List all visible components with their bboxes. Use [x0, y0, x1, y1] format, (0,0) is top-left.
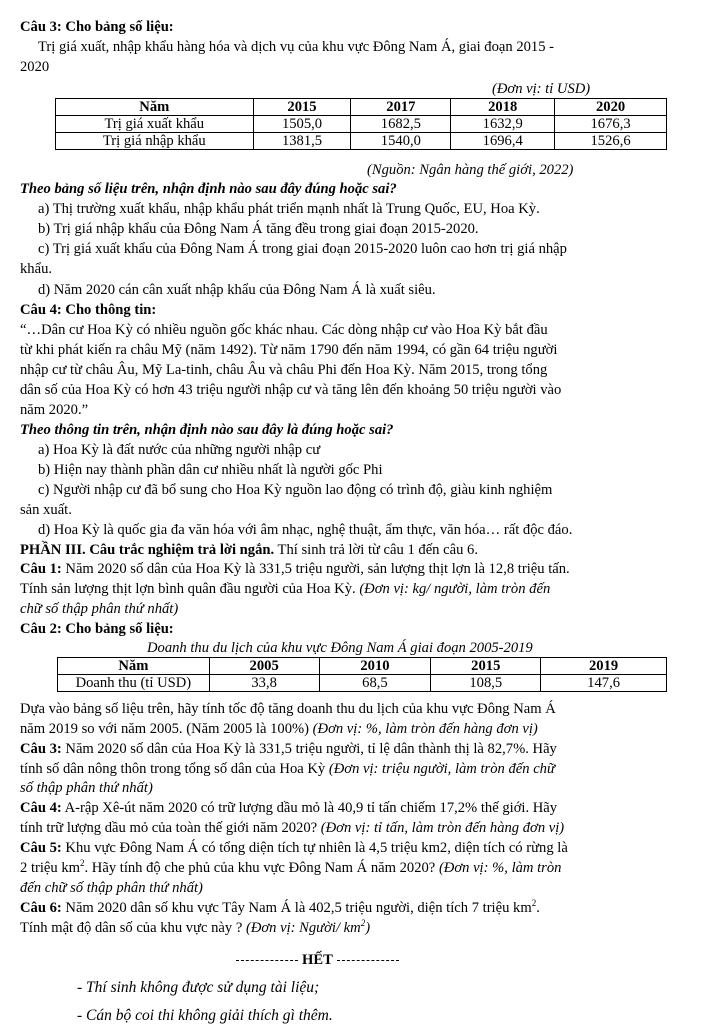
s3-line3: số thập phân thứ nhất) [20, 780, 153, 796]
s2-title: Câu 2: Cho bảng số liệu: [20, 621, 174, 637]
s4-line1 [20, 799, 557, 817]
part3-instruction: Thí sinh trả lời từ câu 1 đến câu 6. [274, 542, 478, 558]
q3-prompt: Theo bảng số liệu trên, nhận định nào sau đây đúng hoặc sai? [20, 181, 397, 197]
table-cell: 1526,6 [555, 133, 667, 150]
s2-line2 [20, 720, 538, 738]
q4-quote-line5: năm 2020.” [20, 402, 89, 418]
q4-statement-a: a) Hoa Kỳ là đất nước của những người nhập cư [38, 442, 321, 458]
table-cell: 1682,5 [351, 116, 451, 133]
table-cell: 1696,4 [451, 133, 555, 150]
table-cell: 108,5 [431, 675, 541, 692]
s3-line1 [20, 740, 557, 758]
s5-line3: đến chữ số thập phân thứ nhất) [20, 880, 203, 896]
q3-table-header-row [56, 99, 667, 116]
divider [337, 960, 399, 961]
s4-line2 [20, 819, 564, 837]
s2-table-header-row [58, 658, 667, 675]
s1-unit: (Đơn vị: kg/ người, làm tròn đến [359, 581, 551, 597]
q4-title: Câu 4: Cho thông tin: [20, 302, 157, 318]
q4-quote-line4: dân số của Hoa Kỳ có hơn 43 triệu người nhập cư và tăng lên đến khoảng 50 triệu người vào [20, 382, 562, 398]
s4-text: A-rập Xê-út năm 2020 có trữ lượng dầu mỏ là 40,9 tỉ tấn chiếm 17,2% thế giới. Hãy [61, 800, 558, 816]
q4-prompt: Theo thông tin trên, nhận định nào sau đây là đúng hoặc sai? [20, 422, 394, 438]
table-cell: 1381,5 [253, 133, 351, 150]
q3-statement-c-line1: c) Trị giá xuất khẩu của Đông Nam Á trong giai đoạn 2015-2020 luôn cao hơn trị giá nhập [38, 241, 567, 257]
s6-unit-close: ) [365, 920, 371, 936]
q3-table [55, 98, 667, 150]
s2-th-2005: 2005 [209, 658, 319, 675]
q3-statement-c-line2: khẩu. [20, 261, 53, 277]
q3-intro-line1: Trị giá xuất, nhập khẩu hàng hóa và dịch vụ của khu vực Đông Nam Á, giai đoạn 2015 - [38, 39, 555, 55]
table-cell: Doanh thu (tỉ USD) [58, 675, 210, 692]
q3-title: Câu 3: Cho bảng số liệu: [20, 19, 174, 35]
end-note-1: - Thí sinh không được sử dụng tài liệu; [77, 979, 320, 996]
s2-table [57, 657, 667, 692]
s5-line2 [20, 859, 561, 877]
q3-th-2018: 2018 [451, 99, 555, 116]
q3-unit: (Đơn vị: tỉ USD) [492, 81, 591, 97]
s1-label: Câu 1: [20, 561, 62, 577]
q4-statement-c-line1: c) Người nhập cư đã bổ sung cho Hoa Kỳ nguồn lao động có trình độ, giàu kinh nghiệm [38, 482, 553, 498]
s5-line1 [20, 839, 568, 857]
table-row [56, 133, 667, 150]
table-cell: 33,8 [209, 675, 319, 692]
s6-label: Câu 6: [20, 900, 62, 916]
s2-th-2010: 2010 [319, 658, 431, 675]
s6-unit-superscript: 2 [360, 918, 366, 929]
s1-text: Năm 2020 số dân của Hoa Kỳ là 331,5 triệu người, sản lượng thịt lợn là 12,8 triệu tấn. [61, 561, 570, 577]
q3-th-year: Năm [56, 99, 254, 116]
q3-intro-line2: 2020 [20, 59, 50, 75]
s2-th-year: Năm [58, 658, 210, 675]
s5-unit: (Đơn vị: %, làm tròn [438, 860, 562, 876]
s1-line1 [20, 560, 570, 578]
s6-line1 [20, 899, 540, 917]
s1-question: Tính sản lượng thịt lợn bình quân đầu người của Hoa Kỳ. [20, 581, 360, 597]
q3-statement-a: a) Thị trường xuất khẩu, nhập khẩu phát triển mạnh nhất là Trung Quốc, EU, Hoa Kỳ. [38, 201, 540, 217]
s2-unit: (Đơn vị: %, làm tròn đến hàng đơn vị) [312, 721, 538, 737]
s2-th-2019: 2019 [541, 658, 667, 675]
s1-line3: chữ số thập phân thứ nhất) [20, 601, 179, 617]
q4-statement-c-line2: sản xuất. [20, 502, 72, 518]
s3-question: tính số dân nông thôn trong tổng số dân của Hoa Kỳ [20, 761, 329, 777]
s6-superscript: 2 [531, 898, 537, 909]
s5-text: Khu vực Đông Nam Á có tổng diện tích tự nhiên là 4,5 triệu km2, diện tích có rừng là [61, 840, 568, 856]
s2-question: năm 2019 so với năm 2005. (Năm 2005 là 100%) [20, 721, 313, 737]
end-label: HẾT [302, 952, 333, 968]
s6-period: . [536, 900, 540, 916]
s4-unit: (Đơn vị: tỉ tấn, làm tròn đến hàng đơn vị) [320, 820, 565, 836]
s5-label: Câu 5: [20, 840, 62, 856]
table-cell: 68,5 [319, 675, 431, 692]
s3-label: Câu 3: [20, 741, 62, 757]
q3-th-2015: 2015 [253, 99, 351, 116]
part3-heading [20, 541, 478, 559]
s6-text: Năm 2020 dân số khu vực Tây Nam Á là 402,5 triệu người, diện tích 7 triệu km [61, 900, 532, 916]
s2-caption: Doanh thu du lịch của khu vực Đông Nam Á giai đoạn 2005-2019 [147, 640, 533, 656]
s3-text: Năm 2020 số dân của Hoa Kỳ là 331,5 triệu người, tỉ lệ dân thành thị là 82,7%. Hãy [61, 741, 557, 757]
s4-question: tính trữ lượng dầu mỏ của toàn thế giới năm 2020? [20, 820, 321, 836]
q4-statement-d: d) Hoa Kỳ là quốc gia đa văn hóa với âm nhạc, nghệ thuật, ẩm thực, văn hóa… rất độc đáo. [38, 522, 573, 538]
q4-quote-line2: từ khi phát kiến ra châu Mỹ (năm 1492). Từ năm 1790 đến năm 1994, có gần 64 triệu người [20, 342, 558, 358]
q3-source: (Nguồn: Ngân hàng thế giới, 2022) [367, 162, 574, 178]
s5-text-a: 2 triệu km [20, 860, 80, 876]
q4-statement-b: b) Hiện nay thành phần dân cư nhiều nhất là người gốc Phi [38, 462, 383, 478]
table-cell: 147,6 [541, 675, 667, 692]
end-note-2: - Cán bộ coi thi không giải thích gì thêm. [77, 1007, 333, 1024]
table-cell: 1632,9 [451, 116, 555, 133]
q3-th-2020: 2020 [555, 99, 667, 116]
s6-unit-text: (Đơn vị: Người/ km [245, 920, 361, 936]
table-cell: Trị giá xuất khẩu [56, 116, 254, 133]
q4-quote-line1: “…Dân cư Hoa Kỳ có nhiều nguồn gốc khác nhau. Các dòng nhập cư vào Hoa Kỳ bắt đầu [20, 322, 548, 338]
table-cell: 1676,3 [555, 116, 667, 133]
s3-unit: (Đơn vị: triệu người, làm tròn đến chữ [328, 761, 555, 777]
table-row [56, 116, 667, 133]
q4-quote-line3: nhập cư từ châu Âu, Mỹ La-tinh, châu Âu và châu Phi đến Hoa Kỳ. Năm 2015, trong tổng [20, 362, 548, 378]
end-marker [232, 951, 403, 969]
s3-line2 [20, 760, 555, 778]
s2-line1: Dựa vào bảng số liệu trên, hãy tính tốc độ tăng doanh thu du lịch của khu vực Đông Nam Á [20, 701, 556, 717]
s6-line2 [20, 919, 370, 937]
table-row [58, 675, 667, 692]
s5-superscript: 2 [80, 858, 85, 869]
q3-statement-b: b) Trị giá nhập khẩu của Đông Nam Á tăng đều trong giai đoạn 2015-2020. [38, 221, 479, 237]
q3-th-2017: 2017 [351, 99, 451, 116]
table-cell: 1540,0 [351, 133, 451, 150]
s1-line2 [20, 580, 550, 598]
s4-label: Câu 4: [20, 800, 62, 816]
divider [236, 960, 298, 961]
table-cell: 1505,0 [253, 116, 351, 133]
s6-question: Tính mật độ dân số của khu vực này ? [20, 920, 246, 936]
s6-unit [246, 920, 370, 936]
s5-question: . Hãy tính độ che phủ của khu vực Đông Nam Á năm 2020? [84, 860, 439, 876]
part3-title: PHẦN III. Câu trắc nghiệm trả lời ngắn. [20, 542, 275, 558]
s2-th-2015: 2015 [431, 658, 541, 675]
q3-statement-d: d) Năm 2020 cán cân xuất nhập khẩu của Đông Nam Á là xuất siêu. [38, 282, 436, 298]
table-cell: Trị giá nhập khẩu [56, 133, 254, 150]
